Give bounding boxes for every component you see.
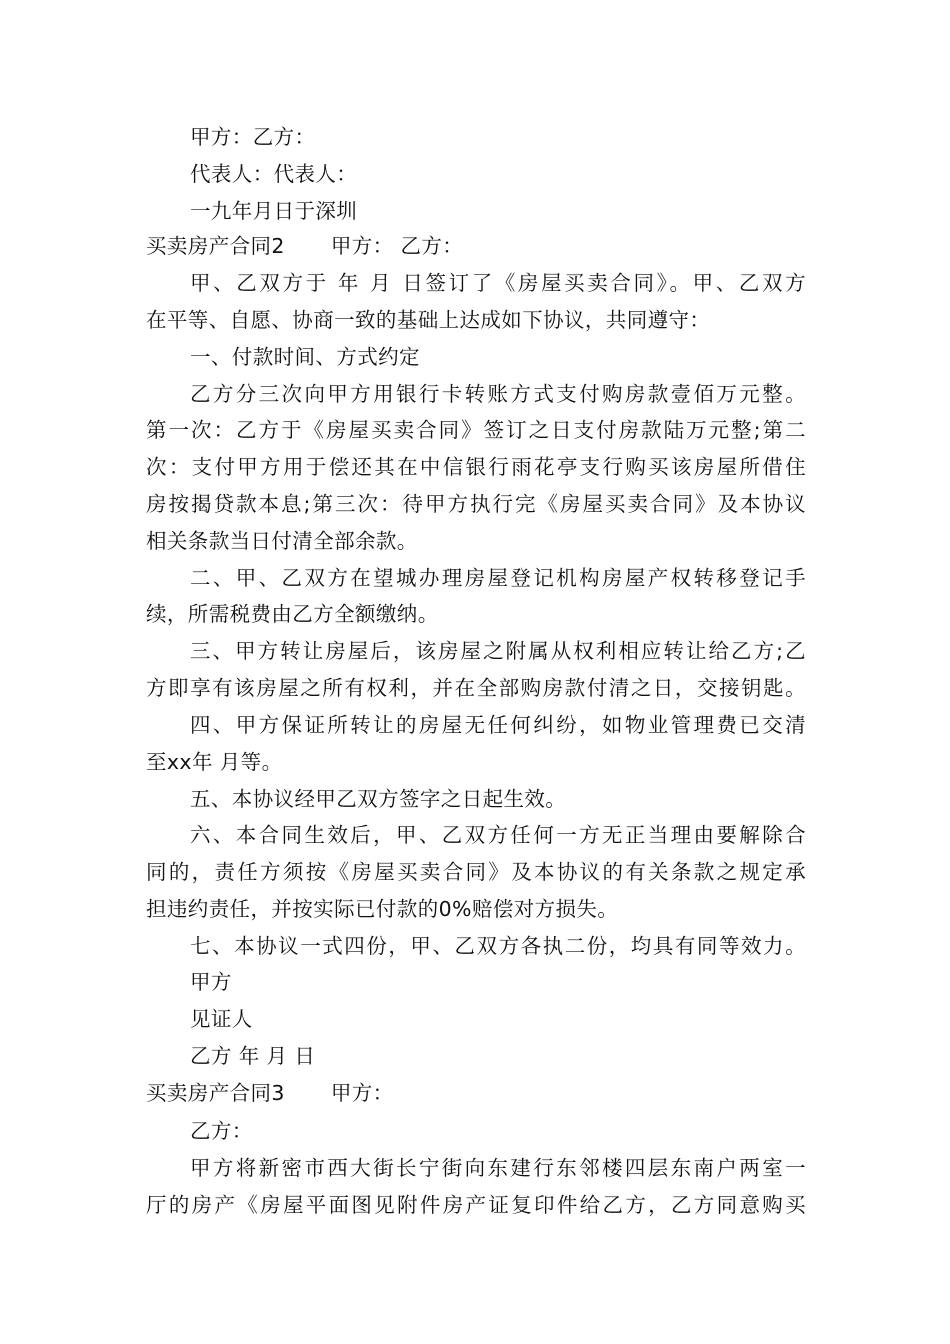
contract-3-title: 买卖房产合同3: [146, 1081, 285, 1105]
paragraph-line: 四、甲方保证所转让的房屋无任何纠纷，如物业管理费已交清: [190, 713, 806, 737]
paragraph-line: 同的，责任方须按《房屋买卖合同》及本协议的有关条款之规定承: [146, 860, 806, 884]
signature-party-a: 甲方: [190, 970, 232, 994]
paragraph-line: 七、本协议一式四份，甲、乙双方各执二份，均具有同等效力。: [190, 934, 806, 958]
paragraph-line: 在平等、自愿、协商一致的基础上达成如下协议，共同遵守：: [146, 308, 711, 332]
paragraph-line: 厅的房产《房屋平面图见附件房产证复印件给乙方，乙方同意购买: [146, 1193, 806, 1217]
paragraph-line: 担违约责任，并按实际已付款的0%赔偿对方损失。: [146, 897, 619, 921]
contract-3-heading-line: [146, 1079, 394, 1107]
paragraph-line: 方即享有该房屋之所有权利，并在全部购房款付清之日，交接钥匙。: [146, 676, 806, 700]
representatives-line: 代表人：代表人：: [190, 162, 358, 186]
paragraph-line: 至xx年 月等。: [146, 750, 283, 774]
signature-witness: 见证人: [190, 1007, 253, 1031]
paragraph-line: 三、甲方转让房屋后，该房屋之附属从权利相应转让给乙方;乙: [190, 639, 806, 663]
contract-3-party-b: 乙方：: [190, 1119, 253, 1143]
date-place-line: 一九年月日于深圳: [190, 199, 358, 223]
contract-2-parties: 甲方： 乙方：: [330, 234, 464, 258]
paragraph-line: 房按揭贷款本息;第三次：待甲方执行完《房屋买卖合同》及本协议: [146, 492, 806, 516]
paragraph-line: 相关条款当日付清全部余款。: [146, 529, 418, 553]
paragraph-line: 甲、乙双方于 年 月 日签订了《房屋买卖合同》。甲、乙双方: [190, 271, 806, 295]
signature-parties-line: 甲方：乙方：: [190, 125, 316, 149]
contract-3-party-a: 甲方：: [330, 1081, 394, 1105]
paragraph-line: 次：支付甲方用于偿还其在中信银行雨花亭支行购买该房屋所借住: [146, 455, 806, 479]
paragraph-line: 二、甲、乙双方在望城办理房屋登记机构房屋产权转移登记手: [190, 566, 806, 590]
paragraph-line: 乙方分三次向甲方用银行卡转账方式支付购房款壹佰万元整。: [190, 382, 806, 406]
signature-party-b-date: 乙方 年 月 日: [190, 1044, 316, 1068]
paragraph-line: 续，所需税费由乙方全额缴纳。: [146, 602, 439, 626]
contract-2-title: 买卖房产合同2: [146, 234, 285, 258]
paragraph-line: 六、本合同生效后，甲、乙双方任何一方无正当理由要解除合: [190, 823, 806, 847]
paragraph-line: 五、本协议经甲乙双方签字之日起生效。: [190, 787, 567, 811]
section-heading: 一、付款时间、方式约定: [190, 345, 420, 369]
paragraph-line: 第一次：乙方于《房屋买卖合同》签订之日支付房款陆万元整;第二: [146, 418, 806, 442]
contract-2-heading-line: [146, 232, 463, 260]
paragraph-line: 甲方将新密市西大街长宁街向东建行东邻楼四层东南户两室一: [190, 1156, 806, 1180]
